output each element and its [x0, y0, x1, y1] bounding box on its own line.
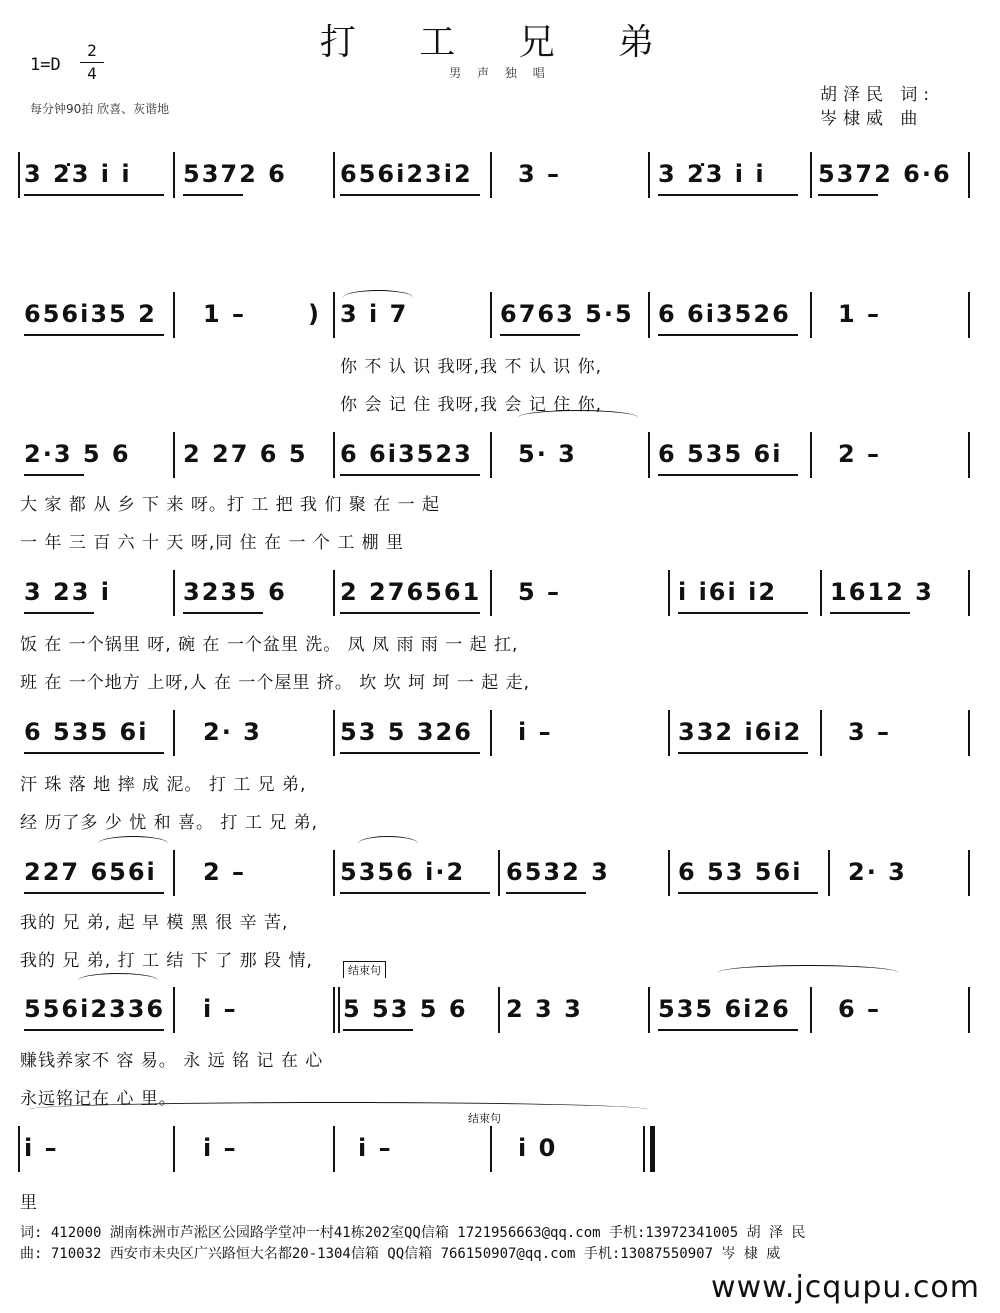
lyric-line: 大 家 都 从 乡 下 来 呀。打 工 把 我 们 聚 在 一 起 — [20, 495, 441, 515]
measure: 5 – — [518, 578, 562, 606]
tempo-marking: 每分钟90拍 欣喜、灰谐地 — [30, 102, 170, 116]
slur-arc — [718, 965, 898, 980]
measure: 5356 i·2 — [340, 858, 466, 886]
lyric-line: 一 年 三 百 六 十 天 呀,同 住 在 一 个 工 棚 里 — [20, 533, 405, 553]
bar-line — [333, 850, 335, 896]
beam-line — [658, 334, 798, 336]
bar-line — [490, 432, 492, 478]
bar-line — [828, 850, 830, 896]
bar-line — [333, 292, 335, 338]
measure: 227 656i — [24, 858, 157, 886]
measure: 5 53 5 6 — [343, 995, 468, 1023]
bar-line — [333, 1126, 335, 1172]
measure: 1 – — [838, 300, 882, 328]
lyric-line: 经 历了多 少 忧 和 喜。 打 工 兄 弟, — [20, 813, 319, 833]
beam-line — [506, 892, 586, 894]
bar-line — [968, 570, 970, 616]
bar-line — [173, 710, 175, 756]
measure: i i6i i2 — [678, 578, 778, 606]
measure: i 0 — [518, 1134, 558, 1162]
measure: 2 – — [838, 440, 882, 468]
beam-line — [658, 474, 798, 476]
measure: 2 276561 — [340, 578, 482, 606]
measure: 3 23 i — [24, 578, 112, 606]
measure: 1 – — [203, 300, 247, 328]
measure: 6532 3 — [506, 858, 610, 886]
bar-line — [648, 432, 650, 478]
beam-line — [658, 1029, 798, 1031]
bar-line — [810, 292, 812, 338]
beam-line — [678, 752, 808, 754]
measure: 5· 3 — [518, 440, 577, 468]
bar-line — [648, 987, 650, 1033]
lyric-line: 你 会 记 住 我呀,我 会 记 住 你, — [340, 395, 603, 415]
slur-arc — [358, 836, 418, 851]
time-signature — [80, 40, 104, 85]
beam-line — [24, 334, 164, 336]
slur-arc — [78, 973, 158, 988]
bar-line — [173, 1126, 175, 1172]
measure: 5372 6·6 — [818, 160, 952, 188]
time-signature-top: 2 — [87, 41, 97, 60]
measure: 5372 6 — [183, 160, 287, 188]
slur-arc — [518, 410, 638, 425]
measure: 2·3 5 6 — [24, 440, 131, 468]
bar-line — [333, 570, 335, 616]
beam-line — [658, 194, 798, 196]
measure: i – — [203, 995, 238, 1023]
bar-line — [968, 152, 970, 198]
bar-line — [173, 292, 175, 338]
beam-line — [24, 752, 164, 754]
bar-line — [173, 850, 175, 896]
music-line-8 — [18, 1112, 978, 1184]
lyric-line: 我的 兄 弟, 起 早 模 黑 很 辛 苦, — [20, 913, 289, 933]
bar-line — [490, 292, 492, 338]
measure: 3 – — [848, 718, 892, 746]
music-line-3 — [18, 430, 978, 490]
bar-line — [333, 710, 335, 756]
song-title: 打 工 兄 弟 — [319, 22, 681, 63]
measure: 2 3 3 — [506, 995, 583, 1023]
composer-credit: 岑棣威 曲 — [820, 109, 924, 129]
slur-arc — [343, 290, 413, 305]
beam-line — [340, 892, 490, 894]
bar-line — [490, 710, 492, 756]
segno-end-mark: 结束句 — [468, 1112, 501, 1125]
segno-start-mark: 结束句 — [343, 961, 386, 978]
measure: 1612 3 — [830, 578, 934, 606]
measure: i – — [358, 1134, 393, 1162]
measure: 332 i6i2 — [678, 718, 803, 746]
bar-line — [968, 432, 970, 478]
measure: 2 27 6 5 — [183, 440, 308, 468]
music-line-7 — [18, 964, 978, 1045]
slur-arc — [98, 836, 168, 851]
time-signature-bottom: 4 — [80, 62, 104, 85]
measure: 6 535 6i — [24, 718, 149, 746]
measure: 6763 5·5 — [500, 300, 634, 328]
lyric-line: 饭 在 一个锅里 呀, 碗 在 一个盆里 洗。 凤 凤 雨 雨 一 起 扛, — [20, 635, 519, 655]
composer-contact: 曲: 710032 西安市未央区广兴路恒大名都20-1304信箱 QQ信箱 766150907@qq.com 手机:13087550907 岑 棣 威 — [20, 1246, 781, 1262]
bar-line — [18, 1126, 20, 1172]
measure: i – — [24, 1134, 59, 1162]
bar-line — [333, 432, 335, 478]
bar-line — [173, 432, 175, 478]
measure: 556i2336 — [24, 995, 166, 1023]
lyric-line: 汗 珠 落 地 摔 成 泥。 打 工 兄 弟, — [20, 775, 307, 795]
bar-line — [338, 987, 340, 1033]
beam-line — [24, 194, 164, 196]
beam-line — [340, 474, 480, 476]
bar-line — [668, 710, 670, 756]
beam-line — [500, 334, 580, 336]
measure: 2· 3 — [848, 858, 907, 886]
beam-line — [830, 612, 910, 614]
measure: 6 6i3523 — [340, 440, 473, 468]
bar-line — [810, 152, 812, 198]
measure: 2 – — [203, 858, 247, 886]
measure: 6 – — [838, 995, 882, 1023]
lyric-line: 我的 兄 弟, 打 工 结 下 了 那 段 情, — [20, 951, 313, 971]
beam-line — [183, 612, 263, 614]
beam-line — [24, 1029, 164, 1031]
bar-line — [490, 570, 492, 616]
beam-line — [678, 892, 818, 894]
measure: 3 i 7 — [340, 300, 409, 328]
measure: 656i35 2 — [24, 300, 157, 328]
measure: 3235 6 — [183, 578, 287, 606]
lyric-line: 永远铭记在 心 里。 — [20, 1089, 177, 1109]
performance-type: 男 声 独 唱 — [449, 66, 551, 80]
music-line-2 — [18, 290, 978, 350]
bar-line — [820, 570, 822, 616]
bar-line — [648, 292, 650, 338]
measure: 6 53 56i — [678, 858, 803, 886]
measure: 656i23i2 — [340, 160, 473, 188]
bar-line — [968, 850, 970, 896]
beam-line — [340, 194, 480, 196]
lyricist-contact: 词: 412000 湖南株洲市芦淞区公园路学堂冲一村41栋202室QQ信箱 1721956663@qq.com 手机:13972341005 胡 泽 民 — [20, 1225, 806, 1241]
bar-line — [820, 710, 822, 756]
bar-line — [498, 850, 500, 896]
measure: i – — [203, 1134, 238, 1162]
beam-line — [24, 612, 94, 614]
bar-line — [173, 152, 175, 198]
bar-line — [968, 292, 970, 338]
music-line-6 — [18, 848, 978, 908]
bar-line — [968, 710, 970, 756]
measure: 3 2͘3 i i — [24, 160, 132, 188]
bar-line — [173, 987, 175, 1033]
lyricist-credit: 胡泽民 词: — [820, 85, 936, 105]
bar-line — [490, 152, 492, 198]
bar-line — [968, 987, 970, 1033]
beam-line — [818, 194, 878, 196]
bar-line — [648, 152, 650, 198]
slur-arc — [28, 1102, 648, 1117]
beam-line — [24, 474, 84, 476]
bar-line — [498, 987, 500, 1033]
bar-line — [650, 1126, 655, 1172]
music-line-5 — [18, 708, 978, 768]
measure: 53 5 326 — [340, 718, 473, 746]
beam-line — [678, 612, 808, 614]
beam-line — [183, 194, 243, 196]
lyric-line: 赚钱养家不 容 易。 永 远 铭 记 在 心 — [20, 1051, 324, 1071]
bar-line — [173, 570, 175, 616]
repeat-mark: ) — [308, 300, 321, 328]
beam-line — [340, 752, 480, 754]
bar-line — [18, 152, 20, 198]
beam-line — [343, 1029, 413, 1031]
beam-line — [340, 612, 480, 614]
measure: 6 6i3526 — [658, 300, 791, 328]
measure: 3 – — [518, 160, 562, 188]
measure: i – — [518, 718, 553, 746]
bar-line — [810, 987, 812, 1033]
measure: 535 6i26 — [658, 995, 791, 1023]
music-line-4 — [18, 568, 978, 628]
bar-line — [668, 850, 670, 896]
measure: 3 2͘3 i i — [658, 160, 766, 188]
lyric-line: 班 在 一个地方 上呀,人 在 一个屋里 挤。 坎 坎 坷 坷 一 起 走, — [20, 673, 531, 693]
lyric-line: 你 不 认 识 我呀,我 不 认 识 你, — [340, 357, 603, 377]
music-line-1 — [18, 150, 978, 210]
bar-line — [333, 987, 335, 1033]
beam-line — [24, 892, 164, 894]
lyric-line: 里 — [20, 1193, 38, 1213]
bar-line — [333, 152, 335, 198]
bar-line — [668, 570, 670, 616]
bar-line — [490, 1126, 492, 1172]
measure: 2· 3 — [203, 718, 262, 746]
site-watermark: www.jcqupu.com — [711, 1270, 980, 1305]
bar-line — [810, 432, 812, 478]
bar-line — [643, 1126, 645, 1172]
key-signature: 1=D — [30, 55, 61, 75]
measure: 6 535 6i — [658, 440, 783, 468]
